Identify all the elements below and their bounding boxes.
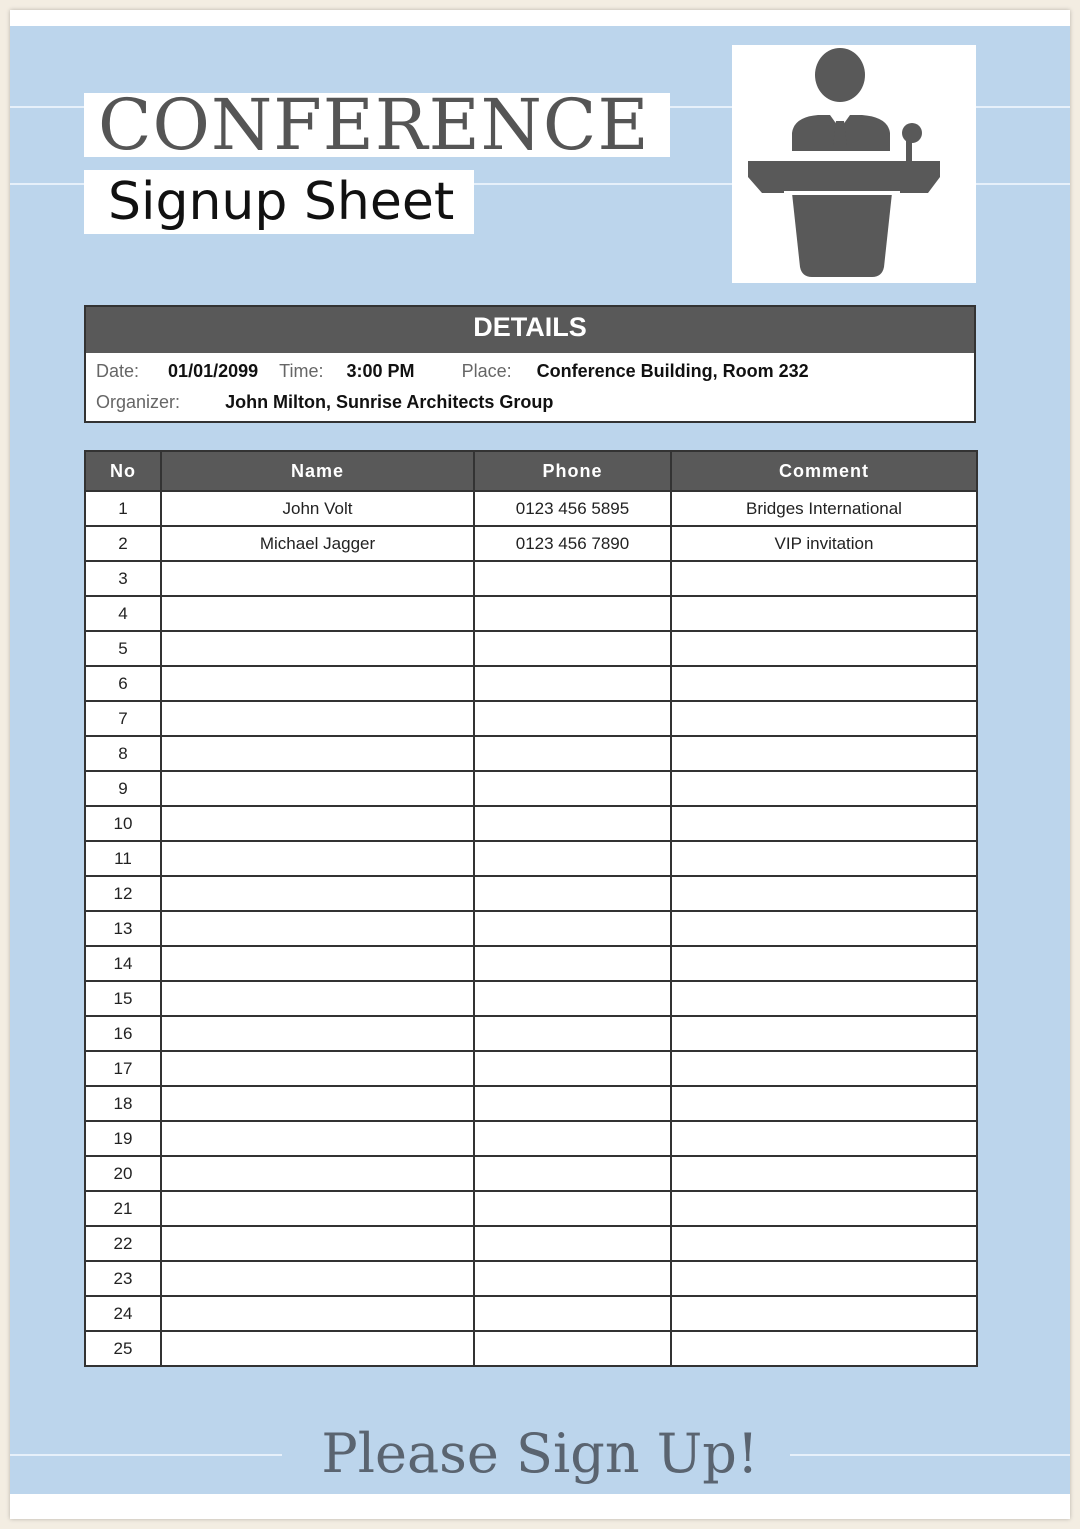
cell-phone <box>474 911 671 946</box>
cell-no: 22 <box>85 1226 161 1261</box>
cell-no: 1 <box>85 491 161 526</box>
time-label: Time: <box>279 361 324 381</box>
cell-name <box>161 1331 474 1366</box>
cell-name <box>161 1016 474 1051</box>
cell-name <box>161 911 474 946</box>
cell-phone <box>474 1191 671 1226</box>
cell-comment <box>671 1016 977 1051</box>
table-row <box>85 631 977 666</box>
cell-comment <box>671 1331 977 1366</box>
cell-phone <box>474 736 671 771</box>
page-subtitle: Signup Sheet <box>84 170 474 234</box>
cell-name <box>161 806 474 841</box>
table-row <box>85 806 977 841</box>
cell-phone: 0123 456 5895 <box>474 491 671 526</box>
decor-line <box>10 183 84 185</box>
cell-name <box>161 981 474 1016</box>
cell-name: Michael Jagger <box>161 526 474 561</box>
cell-name <box>161 631 474 666</box>
cell-comment <box>671 981 977 1016</box>
date-value: 01/01/2099 <box>168 361 259 381</box>
place-value: Conference Building, Room 232 <box>536 361 809 381</box>
table-row <box>85 1191 977 1226</box>
table-row <box>85 596 977 631</box>
cell-name <box>161 946 474 981</box>
column-header-comment: Comment <box>671 451 977 491</box>
cell-no: 12 <box>85 876 161 911</box>
cell-comment <box>671 946 977 981</box>
table-row <box>85 981 977 1016</box>
cell-name <box>161 701 474 736</box>
table-row <box>85 1156 977 1191</box>
cell-name <box>161 1191 474 1226</box>
table-row <box>85 1051 977 1086</box>
cell-phone: 0123 456 7890 <box>474 526 671 561</box>
column-header-phone: Phone <box>474 451 671 491</box>
cell-phone <box>474 1086 671 1121</box>
organizer-value: John Milton, Sunrise Architects Group <box>225 392 554 412</box>
cell-phone <box>474 1261 671 1296</box>
cell-no: 6 <box>85 666 161 701</box>
cell-no: 21 <box>85 1191 161 1226</box>
cell-comment <box>671 736 977 771</box>
details-row-1 <box>96 361 809 382</box>
cell-comment <box>671 1226 977 1261</box>
cell-name <box>161 1051 474 1086</box>
cell-no: 3 <box>85 561 161 596</box>
cell-name <box>161 1121 474 1156</box>
cell-phone <box>474 1331 671 1366</box>
table-row <box>85 1086 977 1121</box>
cell-phone <box>474 1051 671 1086</box>
table-row <box>85 1261 977 1296</box>
cell-comment <box>671 1086 977 1121</box>
cell-comment <box>671 701 977 736</box>
cell-comment <box>671 561 977 596</box>
details-heading: DETAILS <box>86 307 974 353</box>
table-body <box>85 491 977 1366</box>
cell-name <box>161 596 474 631</box>
cell-no: 2 <box>85 526 161 561</box>
cell-name <box>161 1261 474 1296</box>
table-row <box>85 1226 977 1261</box>
table-row <box>85 876 977 911</box>
place-label: Place: <box>461 361 512 381</box>
cell-name <box>161 1086 474 1121</box>
table-row <box>85 666 977 701</box>
cell-name <box>161 876 474 911</box>
cell-no: 15 <box>85 981 161 1016</box>
cell-comment <box>671 666 977 701</box>
cell-comment <box>671 876 977 911</box>
decor-line <box>474 183 732 185</box>
cell-no: 10 <box>85 806 161 841</box>
cell-comment <box>671 1121 977 1156</box>
cell-phone <box>474 596 671 631</box>
table-row <box>85 911 977 946</box>
cell-no: 20 <box>85 1156 161 1191</box>
time-value: 3:00 PM <box>346 361 415 381</box>
table-row <box>85 736 977 771</box>
cell-no: 14 <box>85 946 161 981</box>
cell-comment: Bridges International <box>671 491 977 526</box>
cell-comment <box>671 841 977 876</box>
cell-no: 24 <box>85 1296 161 1331</box>
cell-no: 25 <box>85 1331 161 1366</box>
table-header-row <box>85 451 977 491</box>
column-header-name: Name <box>161 451 474 491</box>
cell-comment <box>671 1296 977 1331</box>
cell-name <box>161 1296 474 1331</box>
table-row <box>85 841 977 876</box>
cell-comment <box>671 1051 977 1086</box>
decor-line <box>670 106 732 108</box>
cell-no: 13 <box>85 911 161 946</box>
cell-no: 8 <box>85 736 161 771</box>
cell-no: 17 <box>85 1051 161 1086</box>
cell-phone <box>474 666 671 701</box>
table-row <box>85 561 977 596</box>
cell-phone <box>474 631 671 666</box>
cell-phone <box>474 701 671 736</box>
cell-phone <box>474 561 671 596</box>
cell-phone <box>474 946 671 981</box>
cell-no: 16 <box>85 1016 161 1051</box>
cell-no: 18 <box>85 1086 161 1121</box>
cell-phone <box>474 1226 671 1261</box>
cell-no: 19 <box>85 1121 161 1156</box>
page-title: CONFERENCE <box>84 93 670 157</box>
date-label: Date: <box>96 361 140 381</box>
decor-line <box>976 106 1070 108</box>
table-row <box>85 526 977 561</box>
details-box <box>84 305 976 423</box>
table-row <box>85 946 977 981</box>
cell-name <box>161 561 474 596</box>
column-header-no: No <box>85 451 161 491</box>
speaker-podium-icon <box>732 45 976 283</box>
cell-no: 7 <box>85 701 161 736</box>
cell-phone <box>474 1296 671 1331</box>
table-row <box>85 1016 977 1051</box>
cell-name <box>161 1156 474 1191</box>
table-row <box>85 1296 977 1331</box>
cell-comment: VIP invitation <box>671 526 977 561</box>
decor-line <box>976 183 1070 185</box>
cell-comment <box>671 806 977 841</box>
cell-name <box>161 1226 474 1261</box>
table-row <box>85 771 977 806</box>
details-row-2 <box>96 392 553 413</box>
cell-no: 23 <box>85 1261 161 1296</box>
cell-phone <box>474 1121 671 1156</box>
cell-no: 9 <box>85 771 161 806</box>
table-row <box>85 1331 977 1366</box>
cell-comment <box>671 1156 977 1191</box>
cell-phone <box>474 1016 671 1051</box>
organizer-label: Organizer: <box>96 392 181 412</box>
cell-no: 4 <box>85 596 161 631</box>
cell-name: John Volt <box>161 491 474 526</box>
cell-phone <box>474 1156 671 1191</box>
cell-name <box>161 841 474 876</box>
cell-phone <box>474 806 671 841</box>
cell-comment <box>671 631 977 666</box>
cell-comment <box>671 771 977 806</box>
cell-comment <box>671 1261 977 1296</box>
table-row <box>85 701 977 736</box>
cell-name <box>161 666 474 701</box>
table-row <box>85 491 977 526</box>
cell-comment <box>671 911 977 946</box>
cell-phone <box>474 876 671 911</box>
cell-phone <box>474 841 671 876</box>
signup-table <box>84 450 978 1367</box>
cell-no: 5 <box>85 631 161 666</box>
table-row <box>85 1121 977 1156</box>
cell-name <box>161 736 474 771</box>
footer-message: Please Sign Up! <box>321 1422 759 1485</box>
cell-comment <box>671 1191 977 1226</box>
decor-line <box>10 106 84 108</box>
cell-comment <box>671 596 977 631</box>
cell-no: 11 <box>85 841 161 876</box>
cell-phone <box>474 771 671 806</box>
cell-name <box>161 771 474 806</box>
cell-phone <box>474 981 671 1016</box>
